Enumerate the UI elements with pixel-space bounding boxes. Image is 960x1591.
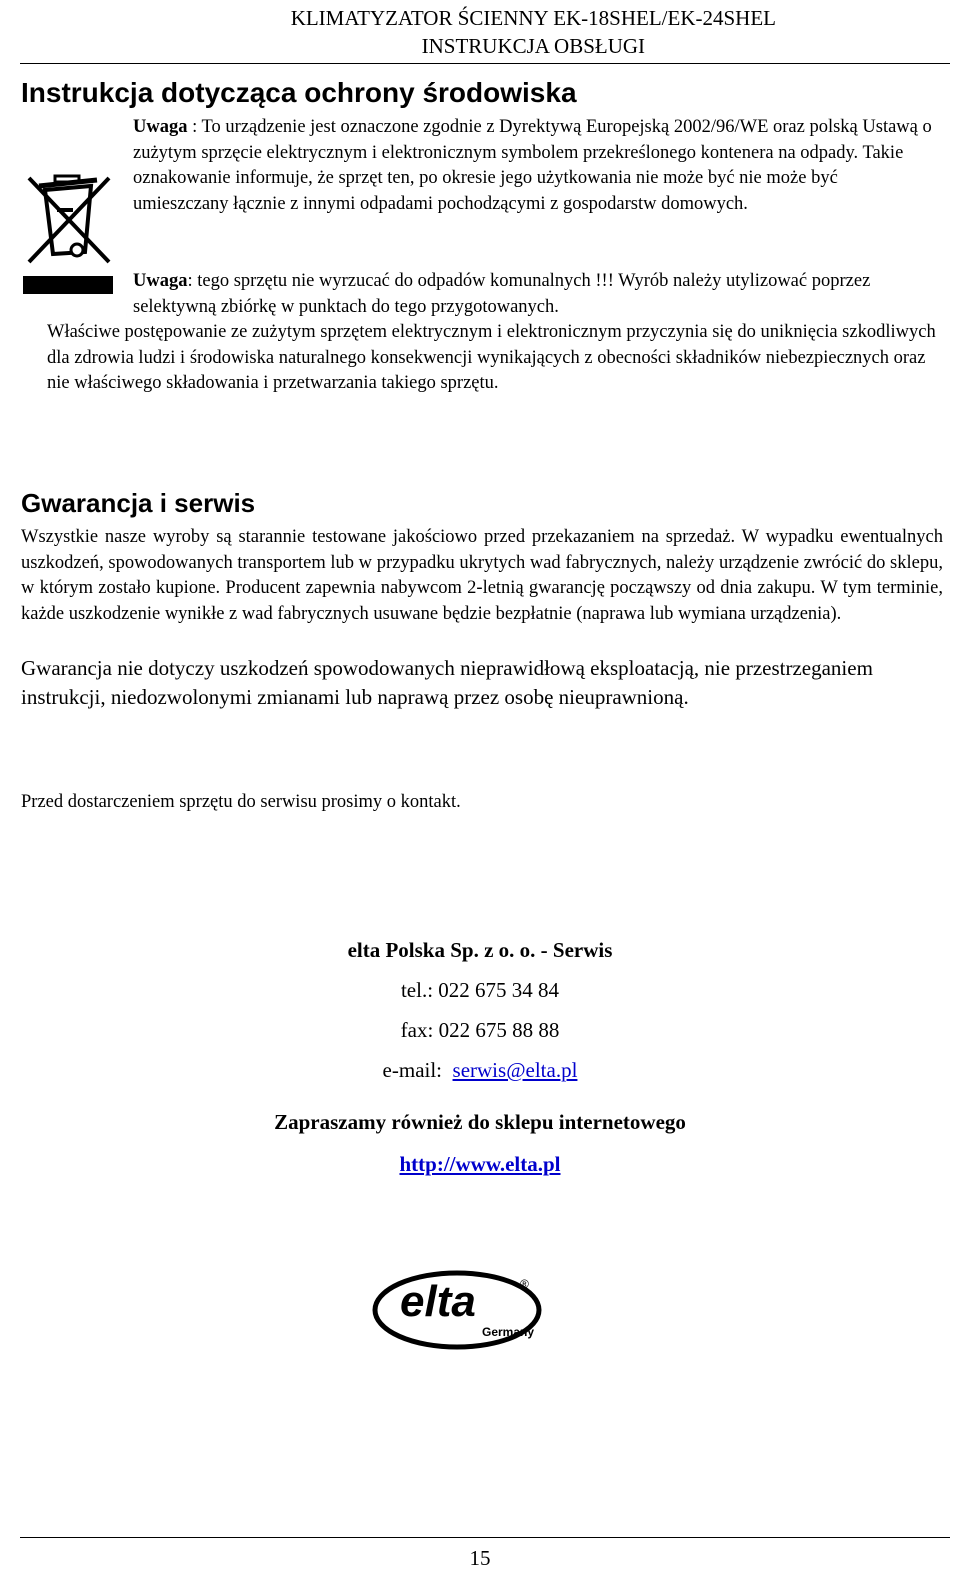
warning-label: Uwaga — [133, 271, 188, 291]
elta-germany-logo — [372, 1270, 542, 1350]
online-shop-invitation: Zapraszamy również do sklepu internetowego — [274, 1110, 686, 1134]
document-header — [291, 4, 776, 60]
weee-notice-paragraph — [133, 115, 933, 217]
notice-label: Uwaga — [133, 117, 188, 137]
header-product-line: KLIMATYZATOR ŚCIENNY EK-18SHEL/EK-24SHEL — [290, 6, 776, 30]
contact-before-service-note: Przed dostarczeniem sprzętu do serwisu prosimy o kontakt. — [21, 792, 461, 812]
weee-crossed-bin-icon — [15, 168, 120, 296]
environment-explanation-paragraph: Właściwe postępowanie ze zużytym sprzętem elektrycznym i elektronicznym przyczynia się do uniknięcia szkodliwych dla zdrowia ludzi i środowiska naturalnego konsekwencji wynikających z obecności składników niebezpiecznych oraz nie właściwego składowania i przetwarzania takiego sprzętu. — [47, 322, 936, 393]
warranty-paragraph: Wszystkie nasze wyroby są starannie testowane jakościowo przed przekazaniem na sprzedaż. W wypadku ewentualnych uszkodzeń, spowodowanych transportem lub w przypadku ukrytych wad fabrycznych, należy urządzenie zwrócić do sklepu, w którym zostało kupione. Producent zapewnia nabywcom 2-letnią gwarancję począwszy od dnia zakupu. W tym terminie, każde uszkodzenie wynikłe z wad fabrycznych usuwane będzie bezpłatnie (naprawa lub wymiana urządzenia). — [21, 527, 943, 625]
warranty-exclusions-paragraph: Gwarancja nie dotyczy uszkodzeń spowodowanych nieprawidłową eksploatacją, nie przestrzeganiem instrukcji, niedozwolonymi zmianami lub naprawą przez osobę nieuprawnioną. — [21, 656, 873, 709]
environment-section-title: Instrukcja dotycząca ochrony środowiska — [21, 77, 577, 108]
service-phone: tel.: 022 675 34 84 — [400, 978, 560, 1002]
warranty-section-title: Gwarancja i serwis — [21, 488, 256, 518]
service-fax: fax: 022 675 88 88 — [400, 1018, 560, 1042]
header-divider — [20, 63, 950, 64]
logo-registered-mark: ® — [520, 1277, 529, 1291]
email-label: e-mail: — [382, 1058, 443, 1082]
service-email-link[interactable]: serwis@elta.pl — [452, 1058, 578, 1082]
logo-brand-text: elta — [400, 1277, 476, 1326]
shop-url-link[interactable]: http://www.elta.pl — [399, 1152, 561, 1176]
footer-divider — [20, 1537, 950, 1538]
disposal-warning-paragraph — [133, 269, 933, 320]
warning-text: : tego sprzętu nie wyrzucać do odpadów komunalnych !!! Wyrób należy utylizować poprzez selektywną zbiórkę w punktach do tego przygotowanych. — [133, 271, 871, 317]
notice-text: : To urządzenie jest oznaczone zgodnie z Dyrektywą Europejską 2002/96/WE oraz polską Ustawą o zużytym sprzęcie elektrycznym i elektronicznym symbolem przekreślonego kontenera na odpady. Takie oznakowanie informuje, że sprzęt ten, po okresie jego użytkowania nie może być nie może być umieszczany łącznie z innymi odpadami pochodzącymi z gospodarstw domowych. — [133, 117, 932, 214]
logo-sub-text: Germany — [482, 1325, 535, 1339]
header-manual-line: INSTRUKCJA OBSŁUGI — [421, 34, 646, 58]
service-company-name: elta Polska Sp. z o. o. - Serwis — [347, 938, 613, 962]
shop-url-line — [0, 1150, 960, 1178]
service-email-line — [0, 1056, 960, 1084]
page-number: 15 — [469, 1546, 491, 1570]
